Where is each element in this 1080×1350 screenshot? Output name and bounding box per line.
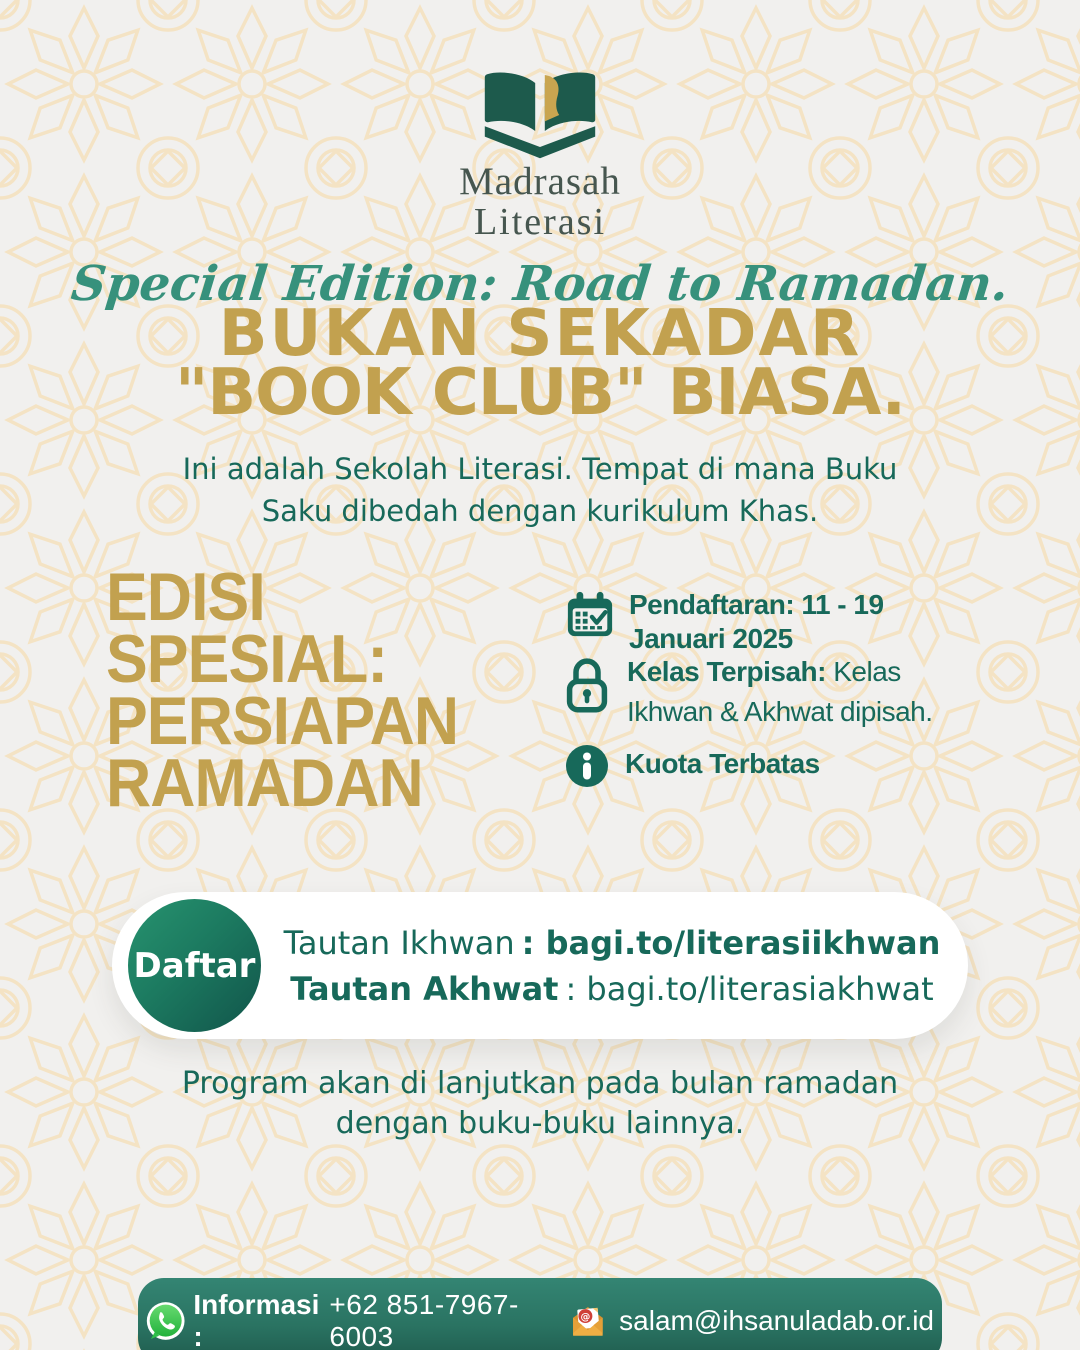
edition-line4: RAMADAN: [106, 745, 423, 821]
open-book-icon: [476, 70, 604, 160]
lock-icon: [565, 654, 609, 716]
separate-class-desc: Kelas Ikhwan & Akhwat dipisah.: [627, 656, 933, 727]
detail-registration: [565, 590, 884, 656]
registration-pill: [112, 892, 968, 1039]
ikhwan-link-url[interactable]: : bagi.to/literasiikhwan: [521, 923, 941, 962]
headline-line1: BUKAN SEKADAR: [218, 297, 862, 371]
continuation-line2: dengan buku-buku lainnya.: [335, 1106, 745, 1141]
akhwat-link-row: [290, 969, 933, 1009]
ikhwan-link-label: Tautan Ikhwan: [283, 923, 515, 962]
edition-title: [106, 559, 584, 821]
separate-class-label: Kelas Terpisah:: [627, 656, 826, 687]
brand-name-line1: Madrasah: [459, 160, 621, 203]
phone-number[interactable]: +62 851-7967-6003: [329, 1289, 519, 1350]
headline-line2: "BOOK CLUB" BIASA.: [175, 356, 905, 430]
calendar-icon: [565, 590, 615, 640]
subtext-line2: Saku dibedah dengan kurikulum Khas.: [261, 494, 819, 528]
email-address[interactable]: salam@ihsanuladab.or.id: [619, 1305, 934, 1336]
continuation-note: [0, 1064, 1080, 1144]
info-label: Informasi :: [193, 1289, 320, 1350]
detail-quota: [565, 744, 820, 788]
edition-line2: SPESIAL:: [106, 621, 388, 697]
script-tagline: Special Edition: Road to Ramadan.: [68, 256, 1012, 312]
subtext-line1: Ini adalah Sekolah Literasi. Tempat di mana Buku: [182, 452, 898, 486]
edition-line3: PERSIAPAN: [106, 683, 459, 759]
daftar-button[interactable]: Daftar: [128, 899, 261, 1032]
whatsapp-icon[interactable]: [146, 1297, 185, 1345]
registration-line1: Pendaftaran: 11 - 19: [629, 589, 884, 620]
svg-text:@: @: [580, 1311, 591, 1323]
separate-class-text: [627, 652, 949, 732]
akhwat-link-url[interactable]: : bagi.to/literasiakhwat: [565, 969, 934, 1008]
akhwat-link-label: Tautan Akhwat: [290, 969, 559, 1008]
registration-links: [274, 892, 950, 1039]
contact-bar: [138, 1278, 942, 1350]
continuation-line1: Program akan di lanjutkan pada bulan ramadan: [181, 1066, 899, 1101]
headline-subtext: [0, 448, 1080, 532]
email-icon[interactable]: [569, 1298, 607, 1344]
brand-name-line2: Literasi: [473, 201, 607, 243]
registration-line2: Januari 2025: [629, 623, 793, 654]
quota-text: Kuota Terbatas: [625, 748, 820, 779]
edition-line1: EDISI: [106, 559, 265, 635]
info-icon: [565, 744, 609, 788]
main-headline: [0, 297, 1080, 430]
logo-block: [0, 70, 1080, 241]
ikhwan-link-row: [284, 923, 941, 963]
detail-separate-class: [565, 652, 949, 732]
